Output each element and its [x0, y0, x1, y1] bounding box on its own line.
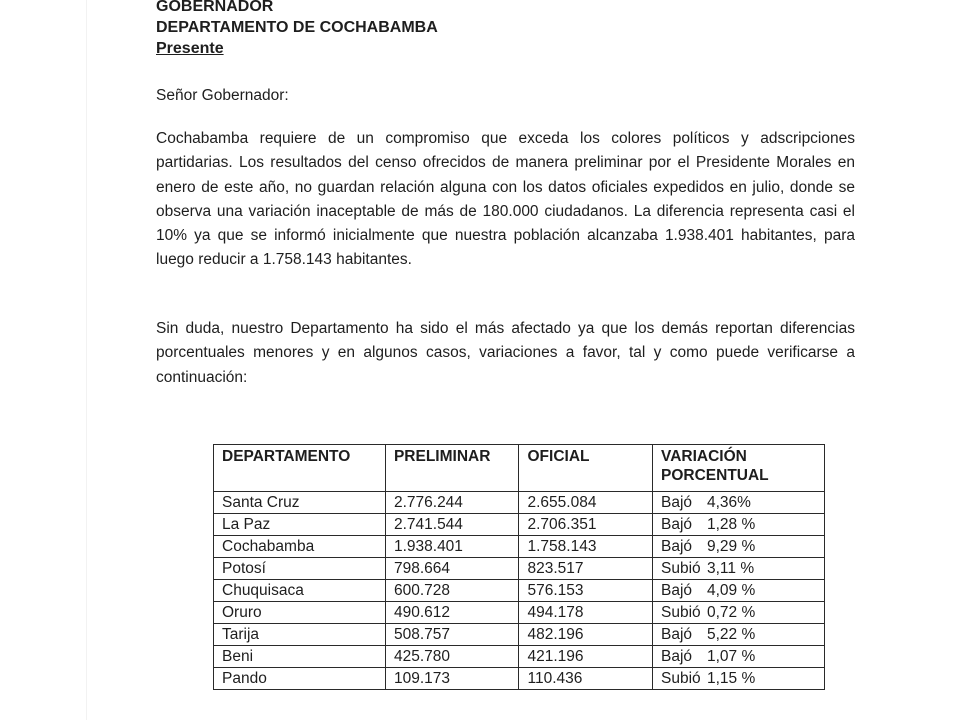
paragraph-2: Sin duda, nuestro Departamento ha sido el más afectado ya que los demás reportan diferencias porcentuales menores y en algunos casos, variaciones a favor, tal y como puede verificarse a continuación: — [156, 320, 855, 386]
header-departamento: DEPARTAMENTO — [214, 445, 386, 492]
cell-variacion — [653, 558, 825, 580]
cell-departamento: Beni — [214, 646, 386, 668]
variacion-direction: Bajó — [661, 626, 693, 643]
cell-departamento: Pando — [214, 668, 386, 690]
cell-preliminar: 2.776.244 — [385, 492, 519, 514]
cell-departamento: Potosí — [214, 558, 386, 580]
header-variacion — [653, 445, 825, 492]
variacion-percent: 3,11 % — [707, 560, 755, 577]
table-row — [214, 668, 825, 690]
cell-variacion — [653, 668, 825, 690]
table-row — [214, 646, 825, 668]
cell-oficial: 110.436 — [519, 668, 653, 690]
recipient-department: DEPARTAMENTO DE COCHABAMBA — [156, 19, 438, 36]
variacion-percent: 0,72 % — [707, 604, 756, 621]
cell-departamento: Tarija — [214, 624, 386, 646]
variacion-direction: Subió — [661, 560, 701, 577]
recipient-title: GOBERNADOR — [156, 0, 274, 15]
variacion-direction: Bajó — [661, 582, 693, 599]
cell-oficial: 482.196 — [519, 624, 653, 646]
header-variacion-line2: PORCENTUAL — [661, 467, 769, 484]
cell-departamento: Cochabamba — [214, 536, 386, 558]
variacion-direction: Bajó — [661, 494, 693, 511]
cell-preliminar: 600.728 — [385, 580, 519, 602]
cell-oficial: 2.706.351 — [519, 514, 653, 536]
cell-departamento: La Paz — [214, 514, 386, 536]
cell-preliminar: 1.938.401 — [385, 536, 519, 558]
variacion-percent: 1,07 % — [707, 648, 756, 665]
variacion-percent: 1,15 % — [707, 670, 756, 687]
salutation: Señor Gobernador: — [156, 87, 289, 104]
cell-variacion — [653, 602, 825, 624]
variacion-direction: Bajó — [661, 648, 693, 665]
cell-preliminar: 109.173 — [385, 668, 519, 690]
header-variacion-line1: VARIACIÓN — [661, 448, 747, 465]
header-preliminar: PRELIMINAR — [385, 445, 519, 492]
cell-departamento: Santa Cruz — [214, 492, 386, 514]
cell-departamento: Chuquisaca — [214, 580, 386, 602]
header-oficial: OFICIAL — [519, 445, 653, 492]
table-row — [214, 492, 825, 514]
cell-preliminar: 2.741.544 — [385, 514, 519, 536]
variacion-percent: 1,28 % — [707, 516, 756, 533]
variacion-percent: 9,29 % — [707, 538, 756, 555]
table-row — [214, 536, 825, 558]
cell-preliminar: 798.664 — [385, 558, 519, 580]
variacion-direction: Bajó — [661, 516, 693, 533]
table-body — [214, 492, 825, 690]
cell-departamento: Oruro — [214, 602, 386, 624]
cell-oficial: 2.655.084 — [519, 492, 653, 514]
cell-preliminar: 490.612 — [385, 602, 519, 624]
cell-variacion — [653, 492, 825, 514]
cell-oficial: 494.178 — [519, 602, 653, 624]
scan-edge — [86, 0, 87, 720]
cell-oficial: 823.517 — [519, 558, 653, 580]
cell-oficial: 576.153 — [519, 580, 653, 602]
table-row — [214, 602, 825, 624]
cell-oficial: 1.758.143 — [519, 536, 653, 558]
cell-variacion — [653, 536, 825, 558]
cell-variacion — [653, 624, 825, 646]
table-row — [214, 514, 825, 536]
variacion-direction: Bajó — [661, 538, 693, 555]
cell-variacion — [653, 580, 825, 602]
variacion-percent: 4,09 % — [707, 582, 756, 599]
cell-oficial: 421.196 — [519, 646, 653, 668]
variacion-direction: Subió — [661, 670, 701, 687]
table-header-row — [214, 445, 825, 492]
table-row — [214, 624, 825, 646]
variacion-direction: Subió — [661, 604, 701, 621]
census-table — [213, 444, 825, 690]
paragraph-1: Cochabamba requiere de un compromiso que exceda los colores políticos y adscripciones partidarias. Los resultados del censo ofrecidos de manera preliminar por el Presidente Morales en enero de este año, no guardan relación alguna con los datos oficiales expedidos en julio, donde se observa una variación inaceptable de más de 180.000 ciudadanos. La diferencia representa casi el 10% ya que se informó inicialmente que nuestra población alcanzaba 1.938.401 habitantes, para luego reducir a 1.758.143 habitantes. — [156, 130, 855, 269]
recipient-presente: Presente — [156, 40, 224, 57]
cell-variacion — [653, 646, 825, 668]
cell-preliminar: 508.757 — [385, 624, 519, 646]
table-row — [214, 580, 825, 602]
cell-preliminar: 425.780 — [385, 646, 519, 668]
cell-variacion — [653, 514, 825, 536]
table-row — [214, 558, 825, 580]
recipient-header — [156, 0, 438, 59]
variacion-percent: 4,36% — [707, 494, 751, 511]
variacion-percent: 5,22 % — [707, 626, 756, 643]
